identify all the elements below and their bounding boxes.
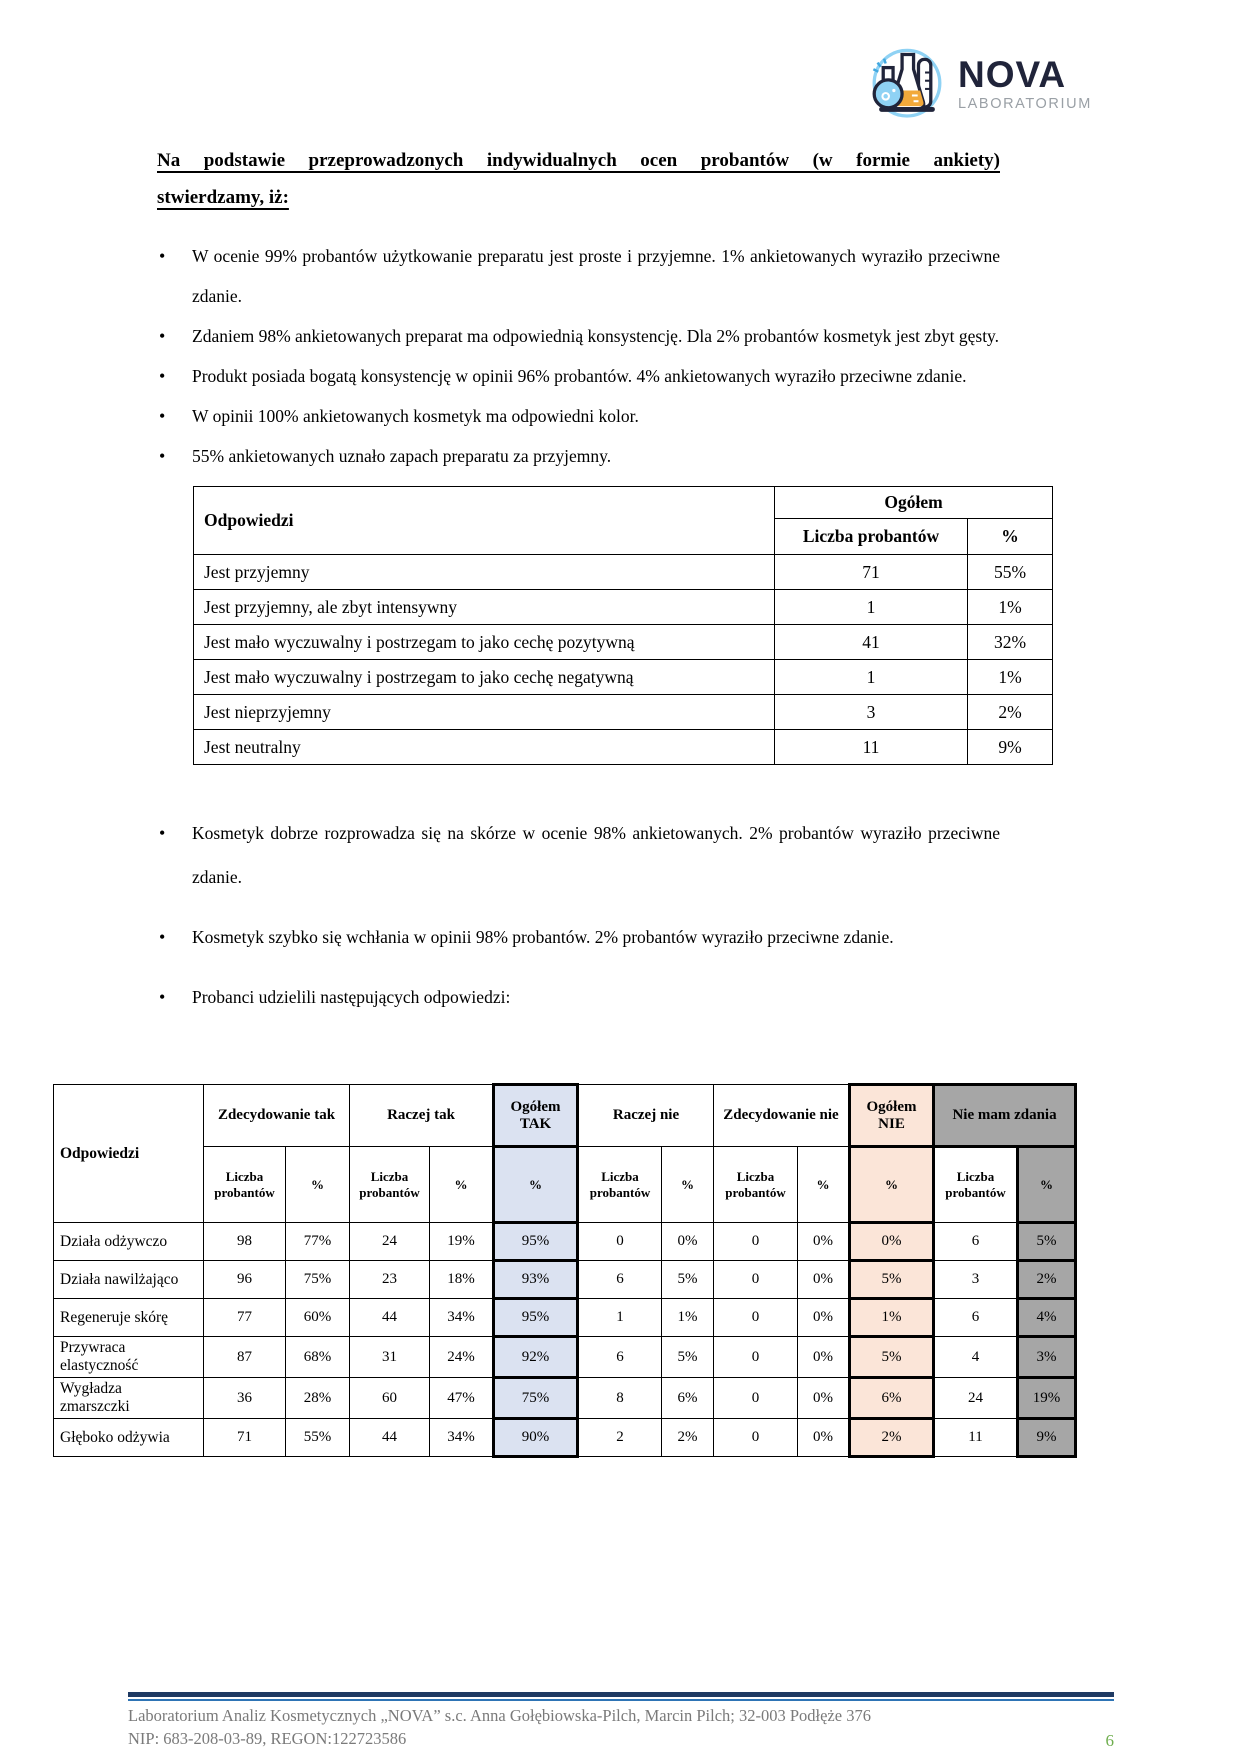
count-cell: 71: [775, 555, 968, 590]
total-percent-cell: 92%: [494, 1337, 578, 1378]
total-percent-cell: 93%: [494, 1261, 578, 1299]
count-cell: 1: [578, 1299, 662, 1337]
subheader-percent: %: [286, 1147, 350, 1223]
percent-cell: 4%: [1018, 1299, 1076, 1337]
finding-item: • W ocenie 99% probantów użytkowanie preparatu jest proste i przyjemne. 1% ankietowanych wyraziło przeciwne zdanie.: [192, 236, 1000, 316]
total-percent-cell: 1%: [850, 1299, 934, 1337]
table-row: [194, 730, 1053, 765]
table-row: [54, 1337, 1076, 1378]
findings-list-top: [192, 236, 1000, 476]
group-header: Ogółem NIE: [850, 1085, 934, 1147]
finding-item: • Zdaniem 98% ankietowanych preparat ma odpowiednią konsystencję. Dla 2% probantów kosmetyk jest zbyt gęsty.: [192, 316, 1000, 356]
subheader-count: Liczba probantów: [714, 1147, 798, 1223]
percent-cell: 34%: [430, 1299, 494, 1337]
table-row: [54, 1261, 1076, 1299]
percent-cell: 3%: [1018, 1337, 1076, 1378]
count-cell: 23: [350, 1261, 430, 1299]
count-cell: 24: [350, 1223, 430, 1261]
percent-cell: 19%: [430, 1223, 494, 1261]
group-header: Nie mam zdania: [934, 1085, 1076, 1147]
subheader-count: Liczba probantów: [934, 1147, 1018, 1223]
survey-results-table: [53, 1083, 1077, 1458]
subheader-count: Liczba probantów: [350, 1147, 430, 1223]
group-header: Zdecydowanie tak: [204, 1085, 350, 1147]
count-cell: 0: [714, 1378, 798, 1419]
total-percent-cell: 95%: [494, 1299, 578, 1337]
page-number: 6: [1105, 1730, 1114, 1750]
count-cell: 6: [934, 1299, 1018, 1337]
nova-logo: [866, 44, 1092, 124]
percent-cell: 1%: [968, 590, 1053, 625]
percent-cell: 0%: [798, 1261, 850, 1299]
count-cell: 87: [204, 1337, 286, 1378]
subheader-percent: %: [430, 1147, 494, 1223]
finding-item: • Produkt posiada bogatą konsystencję w opinii 96% probantów. 4% ankietowanych wyraziło przeciwne zdanie.: [192, 356, 1000, 396]
total-percent-cell: 2%: [850, 1419, 934, 1457]
percent-cell: 9%: [968, 730, 1053, 765]
subheader-count: Liczba probantów: [204, 1147, 286, 1223]
logo-name: NOVA: [958, 54, 1067, 96]
count-cell: 0: [714, 1299, 798, 1337]
percent-cell: 18%: [430, 1261, 494, 1299]
subheader-percent: %: [798, 1147, 850, 1223]
percent-cell: 34%: [430, 1419, 494, 1457]
percent-cell: 2%: [968, 695, 1053, 730]
answer-cell: Głęboko odżywia: [54, 1419, 204, 1457]
header-row: [54, 1085, 1076, 1147]
percent-cell: 1%: [968, 660, 1053, 695]
count-cell: 6: [934, 1223, 1018, 1261]
count-cell: 0: [714, 1223, 798, 1261]
total-percent-cell: 5%: [850, 1337, 934, 1378]
count-cell: 44: [350, 1419, 430, 1457]
count-cell: 60: [350, 1378, 430, 1419]
total-percent-cell: 90%: [494, 1419, 578, 1457]
findings-list-bottom: [192, 811, 1000, 1019]
count-cell: 0: [714, 1419, 798, 1457]
footer-line-2: NIP: 683-208-03-89, REGON:122723586: [128, 1728, 407, 1748]
section-heading: [157, 142, 1000, 216]
percent-cell: 0%: [798, 1337, 850, 1378]
answer-cell: Działa nawilżająco: [54, 1261, 204, 1299]
percent-cell: 5%: [662, 1337, 714, 1378]
answer-cell: Jest przyjemny: [194, 555, 775, 590]
answer-cell: Jest neutralny: [194, 730, 775, 765]
total-percent-cell: 0%: [850, 1223, 934, 1261]
percent-cell: 9%: [1018, 1419, 1076, 1457]
logo-subtitle: LABORATORIUM: [958, 96, 1092, 113]
subheader-percent: %: [494, 1147, 578, 1223]
table-row: [194, 555, 1053, 590]
table-row: [54, 1223, 1076, 1261]
page-footer: [128, 1692, 1114, 1751]
footer-rule-light: [128, 1699, 1114, 1701]
count-cell: 11: [934, 1419, 1018, 1457]
subheader-percent: %: [662, 1147, 714, 1223]
count-cell: 24: [934, 1378, 1018, 1419]
answer-cell: Jest mało wyczuwalny i postrzegam to jako cechę negatywną: [194, 660, 775, 695]
finding-item: • Probanci udzielili następujących odpowiedzi:: [192, 975, 1000, 1019]
percent-cell: 0%: [798, 1223, 850, 1261]
finding-item: • 55% ankietowanych uznało zapach preparatu za przyjemny.: [192, 436, 1000, 476]
percent-cell: 1%: [662, 1299, 714, 1337]
percent-cell: 2%: [1018, 1261, 1076, 1299]
count-cell: 1: [775, 590, 968, 625]
group-header: Zdecydowanie nie: [714, 1085, 850, 1147]
table-row: [54, 1378, 1076, 1419]
percent-cell: 55%: [286, 1419, 350, 1457]
scent-col-total: Ogółem: [775, 487, 1053, 519]
table-row: [194, 590, 1053, 625]
count-cell: 1: [775, 660, 968, 695]
scent-col-answers: Odpowiedzi: [194, 487, 775, 555]
percent-cell: 28%: [286, 1378, 350, 1419]
count-cell: 6: [578, 1337, 662, 1378]
percent-cell: 32%: [968, 625, 1053, 660]
count-cell: 4: [934, 1337, 1018, 1378]
finding-item: • Kosmetyk dobrze rozprowadza się na skórze w ocenie 98% ankietowanych. 2% probantów wyraziło przeciwne zdanie.: [192, 811, 1000, 899]
total-percent-cell: 6%: [850, 1378, 934, 1419]
count-cell: 44: [350, 1299, 430, 1337]
count-cell: 31: [350, 1337, 430, 1378]
heading-line-1: Na podstawie przeprowadzonych indywidualnych ocen probantów (w formie ankiety): [157, 150, 1000, 171]
subheader-percent: %: [1018, 1147, 1076, 1223]
count-cell: 71: [204, 1419, 286, 1457]
total-percent-cell: 75%: [494, 1378, 578, 1419]
count-cell: 3: [934, 1261, 1018, 1299]
count-cell: 0: [714, 1337, 798, 1378]
total-percent-cell: 5%: [850, 1261, 934, 1299]
count-cell: 0: [714, 1261, 798, 1299]
count-cell: 41: [775, 625, 968, 660]
answer-cell: Przywraca elastyczność: [54, 1337, 204, 1378]
logo-text: [958, 56, 1092, 112]
count-cell: 0: [578, 1223, 662, 1261]
percent-cell: 60%: [286, 1299, 350, 1337]
percent-cell: 75%: [286, 1261, 350, 1299]
footer-company-info: [128, 1705, 871, 1751]
finding-item: • Kosmetyk szybko się wchłania w opinii 98% probantów. 2% probantów wyraziło przeciwne zdanie.: [192, 915, 1000, 959]
answer-cell: Wygładza zmarszczki: [54, 1378, 204, 1419]
subheader-percent: %: [850, 1147, 934, 1223]
scent-col-count: Liczba probantów: [775, 519, 968, 555]
percent-cell: 0%: [798, 1299, 850, 1337]
percent-cell: 0%: [798, 1378, 850, 1419]
group-header: Raczej nie: [578, 1085, 714, 1147]
answer-cell: Regeneruje skórę: [54, 1299, 204, 1337]
count-cell: 6: [578, 1261, 662, 1299]
count-cell: 8: [578, 1378, 662, 1419]
scent-opinion-table: [193, 486, 1053, 765]
count-cell: 2: [578, 1419, 662, 1457]
group-header: Ogółem TAK: [494, 1085, 578, 1147]
percent-cell: 47%: [430, 1378, 494, 1419]
table-row: [194, 625, 1053, 660]
percent-cell: 77%: [286, 1223, 350, 1261]
percent-cell: 0%: [798, 1419, 850, 1457]
results-col-answers: Odpowiedzi: [54, 1085, 204, 1223]
subheader-count: Liczba probantów: [578, 1147, 662, 1223]
heading-line-2: stwierdzamy, iż:: [157, 187, 289, 209]
count-cell: 98: [204, 1223, 286, 1261]
subheader-row: [54, 1147, 1076, 1223]
percent-cell: 19%: [1018, 1378, 1076, 1419]
percent-cell: 68%: [286, 1337, 350, 1378]
scent-col-percent: %: [968, 519, 1053, 555]
answer-cell: Działa odżywczo: [54, 1223, 204, 1261]
count-cell: 3: [775, 695, 968, 730]
table-row: [194, 695, 1053, 730]
footer-line-1: Laboratorium Analiz Kosmetycznych „NOVA” s.c. Anna Gołębiowska-Pilch, Marcin Pilch; 32-003 Podłęże 376: [128, 1706, 871, 1725]
percent-cell: 6%: [662, 1378, 714, 1419]
percent-cell: 24%: [430, 1337, 494, 1378]
percent-cell: 55%: [968, 555, 1053, 590]
percent-cell: 2%: [662, 1419, 714, 1457]
percent-cell: 5%: [1018, 1223, 1076, 1261]
answer-cell: Jest przyjemny, ale zbyt intensywny: [194, 590, 775, 625]
answer-cell: Jest mało wyczuwalny i postrzegam to jako cechę pozytywną: [194, 625, 775, 660]
group-header: Raczej tak: [350, 1085, 494, 1147]
percent-cell: 5%: [662, 1261, 714, 1299]
count-cell: 36: [204, 1378, 286, 1419]
percent-cell: 0%: [662, 1223, 714, 1261]
report-body: [60, 142, 1061, 1458]
answer-cell: Jest nieprzyjemny: [194, 695, 775, 730]
footer-rule-dark: [128, 1692, 1114, 1697]
count-cell: 11: [775, 730, 968, 765]
table-row: [194, 660, 1053, 695]
total-percent-cell: 95%: [494, 1223, 578, 1261]
count-cell: 96: [204, 1261, 286, 1299]
count-cell: 77: [204, 1299, 286, 1337]
lab-flasks-icon: [866, 44, 948, 124]
table-row: [54, 1299, 1076, 1337]
table-row: [54, 1419, 1076, 1457]
finding-item: • W opinii 100% ankietowanych kosmetyk ma odpowiedni kolor.: [192, 396, 1000, 436]
